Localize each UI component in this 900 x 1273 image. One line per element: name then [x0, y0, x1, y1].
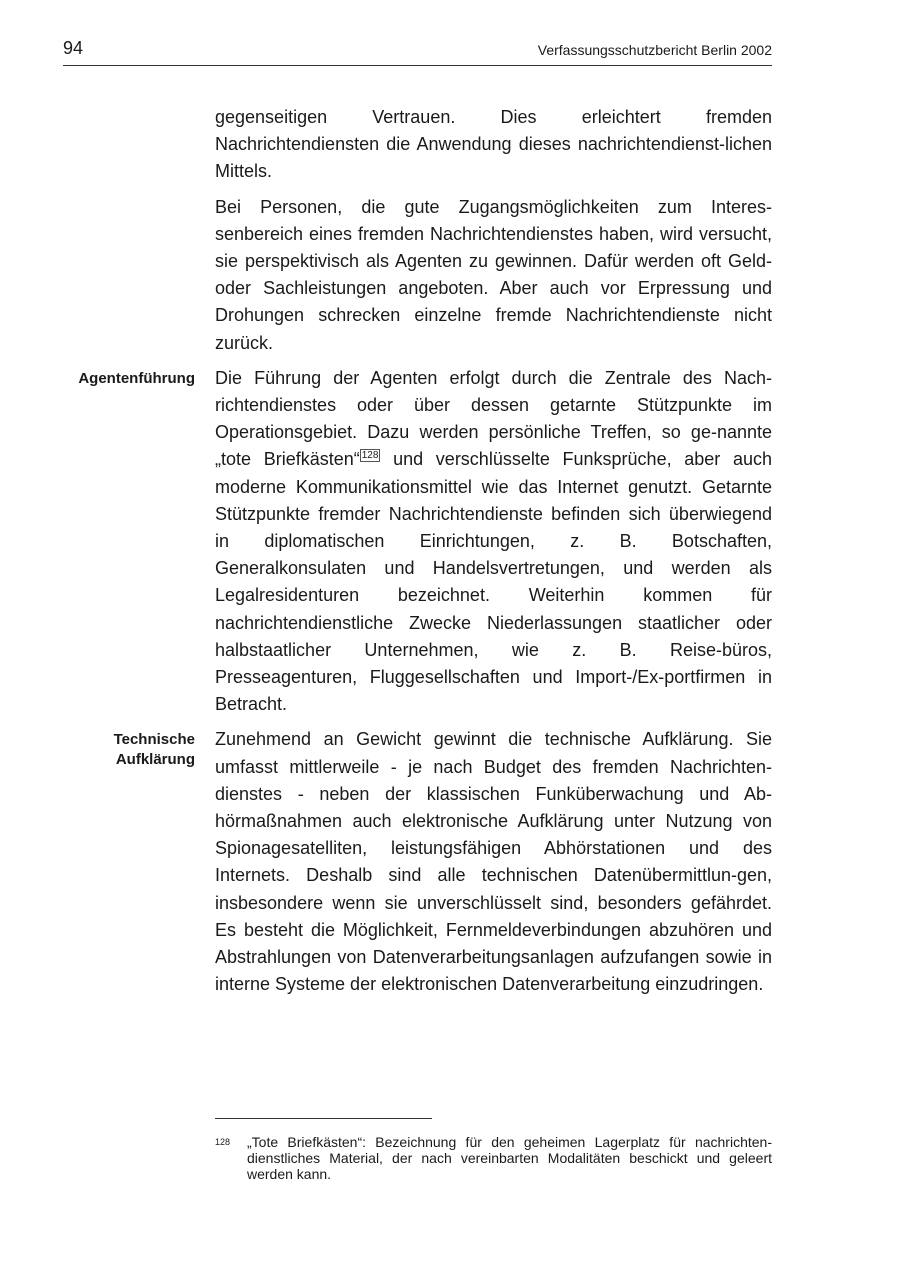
- footnote-number: 128: [215, 1137, 231, 1147]
- body-column: [78, 104, 772, 1007]
- paragraph-technische-aufklaerung: [113, 726, 772, 998]
- paragraph-agentenfuehrung: [78, 365, 772, 719]
- margin-note-line-2: Aufklärung: [115, 751, 195, 769]
- margin-note-agentenfuehrung: Agentenführung: [78, 369, 195, 387]
- margin-note-line-1: Technische: [113, 731, 195, 749]
- paragraph-3-end: und verschlüsselte Funksprüche, aber auch moderne Kommunikationsmittel wie das Internet genutzt. Getarnte Stützpunkte fremder Nachrichtendienste befinden sich überwiegend in diplomatischen Einrichtungen, z. B. Botschaften, Generalkonsulaten und Handelsvertretungen, und werden als Legalresidenturen bezeichnet. Weiterhin kommen für nachrichtendienstliche Zwecke Niederlassungen staatlicher oder halbstaatlicher Unternehmen, wie z. B. Reise-büros, Presseagenturen, Fluggesellschaften und Import-/Ex-portfirmen in Betracht.: [215, 449, 772, 715]
- footnote: [215, 1134, 772, 1182]
- paragraph-1: gegenseitigen Vertrauen. Dies erleichtert fremden Nachrichtendiensten die Anwendung dieses nachrichtendienst-lichen Mittels.: [215, 107, 772, 182]
- page-number: 94: [63, 38, 84, 58]
- margin-note-technische-aufklaerung: [55, 730, 195, 770]
- page-header: [63, 38, 772, 66]
- footnote-reference[interactable]: 128: [361, 450, 379, 462]
- footnote-text: „Tote Briefkästen“: Bezeichnung für den geheimen Lagerplatz für nachrichten-dienstliches Material, der nach vereinbarten Modalitäten beschickt und geleert werden kann.: [247, 1134, 772, 1182]
- paragraph-4-text: Zunehmend an Gewicht gewinnt die technische Aufklärung. Sie umfasst mittlerweile - je nach Budget des fremden Nachrichten-dienstes - neben der klassischen Funküberwachung und Ab-hörmaßnahmen auch elektronische Aufklärung unter Nutzung von Spionagesatelliten, leistungsfähigen Abhörstationen und des Internets. Deshalb sind alle technischen Datenübermittlun-gen, insbesondere wenn sie unverschlüsselt sind, besonders gefährdet. Es besteht die Möglichkeit, Fernmeldeverbindungen abzuhören und Abstrahlungen von Datenverarbeitungsanlagen aufzufangen sowie in interne Systeme der elektronischen Datenverarbeitung einzudringen.: [215, 729, 772, 995]
- paragraph-2: Bei Personen, die gute Zugangsmöglichkeiten zum Interes-senbereich eines fremden Nachrichtendienstes haben, wird versucht, sie perspektivisch als Agenten zu gewinnen. Dafür werden oft Geld- oder Sachleistungen angeboten. Aber auch vor Erpressung und Drohungen schrecken einzelne fremde Nachrichtendienste nicht zurück.: [215, 196, 772, 353]
- running-title: Verfassungsschutzbericht Berlin 2002: [537, 42, 772, 58]
- paragraph-3-start: Die Führung der Agenten erfolgt durch die Zentrale des Nach-richtendienstes oder über dessen getarnte Stützpunkte im Operationsgebiet. Dazu werden persönliche Treffen, so ge-nannte „tote Briefkästen“: [215, 367, 772, 470]
- footnote-divider: [215, 1118, 432, 1119]
